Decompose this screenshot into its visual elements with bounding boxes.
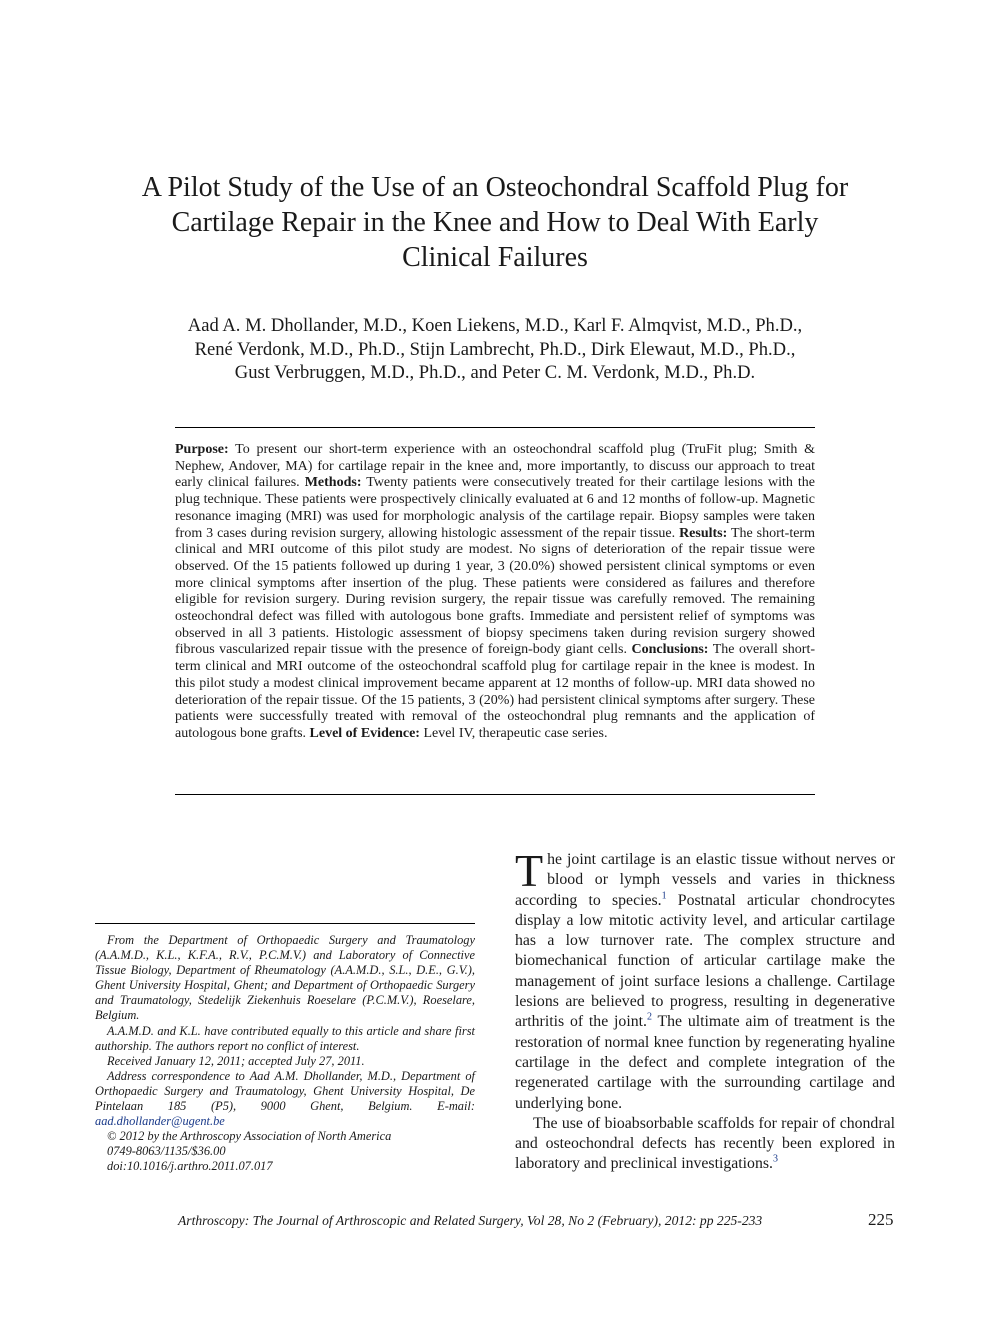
purpose-text: To present our short-term experience with an osteochondral scaffold plug (TruFit plug; Smith & Nephew, Andover, MA) for cartilage repair in the knee and, more importantly, to discuss our approach to treat early clinical failures. bbox=[175, 442, 815, 491]
received-note: Received January 12, 2011; accepted July 27, 2011. bbox=[107, 1053, 365, 1068]
evidence-text: Level IV, therapeutic case series. bbox=[419, 725, 608, 741]
address-text: Address correspondence to Aad A.M. Dhollander, M.D., Department of Orthopaedic Surgery and Traumatology, Ghent University Hospital, De Pintelaan 185 (P5), 9000 Ghent, Belgium. E-mail: bbox=[95, 1068, 475, 1114]
abstract-top-rule bbox=[175, 427, 815, 428]
citation-1[interactable]: 1 bbox=[661, 890, 667, 902]
paragraph-2 bbox=[515, 1114, 895, 1175]
paragraph-1 bbox=[515, 845, 896, 1114]
abstract bbox=[175, 442, 815, 743]
affiliation-note: From the Department of Orthopaedic Surgery and Traumatology (A.A.M.D., K.L., K.F.A., R.V., P.C.M.V.) and Laboratory of Connective Tissue Biology, Department of Rheumatology (A.A.M.D., S.L., D.E., G.V.), Ghent University Hospital, Ghent; and Department of Orthopaedic Surgery and Traumatology, Stedelijk Ziekenhuis Roeselare (P.C.M.V.), Roeselare, Belgium. bbox=[95, 933, 475, 1023]
title-line: Cartilage Repair in the Knee and How to Deal With Early bbox=[171, 207, 819, 238]
conclusions-label: Conclusions: bbox=[631, 642, 709, 658]
evidence-label: Level of Evidence: bbox=[309, 725, 420, 741]
issn-note: 0749-8063/1135/$36.00 bbox=[107, 1144, 226, 1159]
title-line: Clinical Failures bbox=[402, 242, 588, 273]
abstract-bottom-rule bbox=[175, 794, 815, 795]
results-text: The short-term clinical and MRI outcome of this pilot study are modest. No signs of deterioration of the repair tissue were observed. Of the 15 patients followed up during 1 year, 3 (20.0%) showed persistent clinical symptoms or even more clinical symptoms after insertion of the plug. These patients were considered as failures and therefore eligible for revision surgery. During revision surgery, the repair tissue was carefully removed. The remaining osteochondral defect was filled with autologous bone grafts. Immediate and persistent relief of symptoms was observed in all 3 patients. Histologic assessment of biopsy specimens taken during revision surgery showed fibrous vascularized repair tissue with the presence of foreign-body giant cells. bbox=[175, 525, 815, 658]
results-label: Results: bbox=[679, 525, 728, 541]
methods-label: Methods: bbox=[304, 475, 362, 491]
author-line: René Verdonk, M.D., Ph.D., Stijn Lambrecht, Ph.D., Dirk Elewaut, M.D., Ph.D., bbox=[194, 338, 796, 360]
doi-note: doi:10.1016/j.arthro.2011.07.017 bbox=[107, 1159, 273, 1174]
p1-part-a: he joint cartilage is an elastic tissue without nerves or blood or lymph vessels and varies in thickness according to species. bbox=[515, 851, 895, 909]
journal-footer: Arthroscopy: The Journal of Arthroscopic and Related Surgery, Vol 28, No 2 (February), 2012: pp 225-233 bbox=[178, 1213, 763, 1228]
p1-part-c: The ultimate aim of treatment is the restoration of normal knee function by regenerating hyaline cartilage in the defect and complete integration of the regenerated cartilage with the surrounding cartilage and underlying bone. bbox=[515, 1013, 896, 1112]
article-title bbox=[70, 170, 920, 275]
contribution-note: A.A.M.D. and K.L. have contributed equally to this article and share first authorship. The authors report no conflict of interest. bbox=[95, 1023, 475, 1053]
citation-2[interactable]: 2 bbox=[646, 1012, 652, 1024]
conclusions-text: The overall short-term clinical and MRI outcome of the osteochondral scaffold plug for cartilage repair in the knee is modest. In this pilot study a modest clinical improvement became apparent at 12 months of follow-up. MRI data showed no deterioration of the repair tissue. Of the 15 patients, 3 (20%) had persistent clinical symptoms after surgery. These patients were successfully treated with removal of the osteochondral plug remnants and the application of autologous bone grafts. bbox=[175, 642, 816, 741]
title-line: A Pilot Study of the Use of an Osteochondral Scaffold Plug for bbox=[141, 172, 849, 203]
footnote-rule bbox=[95, 923, 475, 924]
purpose-label: Purpose: bbox=[175, 442, 229, 457]
footnotes bbox=[95, 933, 475, 1175]
methods-text: Twenty patients were consecutively treated for their cartilage lesions with the plug technique. These patients were prospectively clinically evaluated at 6 and 12 months of follow-up. Magnetic resonance imaging (MRI) was used for morphologic analysis of the cartilage repair. Biopsy samples were taken from 3 cases during revision surgery, allowing histologic assessment of the repair tissue. bbox=[175, 475, 815, 541]
citation-3[interactable]: 3 bbox=[772, 1154, 778, 1166]
author-list bbox=[100, 314, 890, 385]
address-note bbox=[95, 1069, 475, 1129]
p2-text: The use of bioabsorbable scaffolds for repair of chondral and osteochondral defects has recently been explored in laboratory and preclinical investigations. bbox=[515, 1114, 895, 1173]
p1-part-b: Postnatal articular chondrocytes display a low mitotic activity level, and articular cartilage has a low turnover rate. The complex structure and biomechanical function of articular cartilage make the management of joint surface lesions a challenge. Cartilage lesions are believed to progress, resulting in degenerative arthritis of the joint. bbox=[515, 891, 896, 1031]
email-link[interactable]: aad.dhollander@ugent.be bbox=[95, 1114, 225, 1129]
drop-cap: T bbox=[515, 845, 544, 896]
body-text bbox=[515, 845, 896, 1175]
page-number: 225 bbox=[868, 1210, 894, 1229]
copyright-note: © 2012 by the Arthroscopy Association of North America bbox=[107, 1129, 392, 1144]
author-line: Aad A. M. Dhollander, M.D., Koen Liekens, M.D., Karl F. Almqvist, M.D., Ph.D., bbox=[187, 315, 803, 336]
author-line: Gust Verbruggen, M.D., Ph.D., and Peter C. M. Verdonk, M.D., Ph.D. bbox=[234, 362, 756, 383]
